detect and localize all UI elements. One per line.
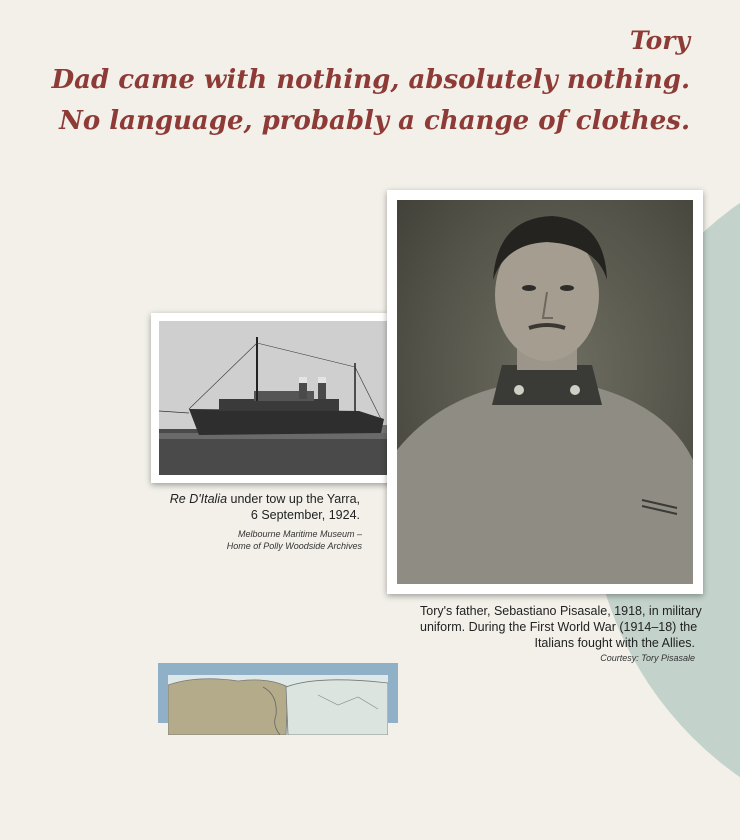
portrait-caption xyxy=(420,603,702,651)
portrait-photo-frame xyxy=(387,190,703,594)
map-frame xyxy=(158,663,398,723)
ship-credit xyxy=(160,528,362,552)
ship-caption-date: 6 September, 1924. xyxy=(250,508,360,522)
ship-name: Re D'Italia xyxy=(169,492,228,506)
quote-line-1: Dad came with nothing, absolutely nothing. xyxy=(51,65,690,95)
portrait-caption-line-3: Italians fought with the Allies. xyxy=(534,636,695,650)
ship-photo-frame xyxy=(151,313,425,483)
portrait-photo xyxy=(397,200,693,584)
portrait-credit: Courtesy: Tory Pisasale xyxy=(600,653,695,663)
ship-caption-rest: under tow up the Yarra, xyxy=(227,492,360,506)
pull-quote xyxy=(52,60,690,142)
ship-caption xyxy=(160,491,360,523)
portrait-caption-line-1: Tory's father, Sebastiano Pisasale, 1918, in military xyxy=(420,604,702,618)
ship-photo xyxy=(159,321,417,475)
quote-line-2: No language, probably a change of clothes. xyxy=(59,106,690,136)
portrait-illustration xyxy=(397,200,693,584)
ship-credit-line-2: Home of Polly Woodside Archives xyxy=(226,541,362,551)
map-illustration xyxy=(168,675,388,735)
map-image xyxy=(168,675,388,735)
ship-illustration xyxy=(159,321,417,475)
speaker-name: Tory xyxy=(629,26,690,55)
portrait-caption-line-2: uniform. During the First World War (1914–18) the xyxy=(420,620,698,634)
ship-credit-line-1: Melbourne Maritime Museum – xyxy=(237,529,362,539)
